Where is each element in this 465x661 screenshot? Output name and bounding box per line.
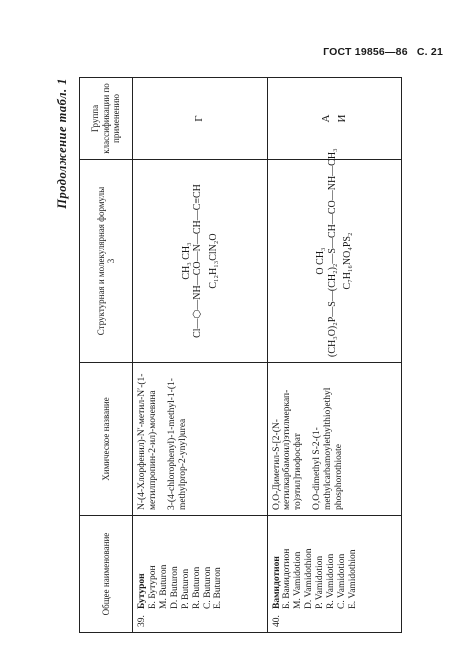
table-row [133, 78, 268, 633]
standard-id: ГОСТ 19856—86 [323, 46, 408, 58]
chemical-name-en: O,O-dimethyl S-2-(1-methylcarbamoylethylthio)ethyl phosphorothioate [312, 387, 345, 510]
formula-cell [133, 160, 268, 363]
molecular-formula: C₇H₁₆NO₄PS₂ [342, 232, 353, 290]
col-header-marker: 3 [106, 258, 116, 264]
table-caption: Продолжение табл. 1 [55, 78, 69, 209]
classification-table [79, 77, 402, 633]
synonym: Б. Бутурон [147, 565, 158, 609]
synonym: E. Vamidothion [347, 549, 358, 609]
chemical-name-ru: N-(4-Хлорфенил)-N′-метил-N′-(1-метилпропин-2-ил)-мочевина [137, 373, 158, 510]
common-name-cell [133, 516, 268, 633]
row-number: 39. [137, 615, 147, 627]
synonym: C. Vamidotion [337, 553, 348, 609]
formula-substituents: CH₃ CH₃ [180, 242, 192, 280]
synonym: M. Buturon [158, 564, 169, 609]
col-header-formula [80, 160, 133, 363]
synonym: P. Buturon [180, 568, 191, 609]
chemical-name-cell [133, 363, 268, 516]
synonym: D. Buturon [169, 566, 180, 609]
col-header-group: Группа классификации по применению [80, 78, 133, 160]
synonym: E. Buturon [213, 567, 224, 609]
common-name: Бутурон [137, 573, 147, 609]
rotated-table-block [55, 78, 402, 633]
col-header-chemical-name: Химическое название [80, 363, 133, 516]
group-cell [267, 78, 402, 160]
table-header-row [80, 78, 133, 633]
synonym: M. Vamidotion [293, 551, 304, 609]
group-code: А [319, 114, 332, 123]
chemical-name-ru: O,O-Диметил-S-[2-(N-метилкарбамоил)этилмеркап-то)этил]тиофосфат [271, 389, 304, 510]
col-header-formula-label: Структурная и молекулярная формулы [95, 186, 106, 336]
group-code: Г [193, 115, 206, 122]
group-cell [133, 78, 268, 160]
chemical-name-en: 3-(4-chlorophenyl)-1-methyl-1-(1-methylprop-2-ynyl)urea [166, 378, 188, 510]
synonym: D. Vamidothion [304, 548, 315, 609]
page-header [317, 46, 443, 58]
structural-formula: (CH₃O)₂P—S—(CH₂)₂—S—CH—CO—NH—CH₃ [326, 148, 338, 357]
synonym: R. Buturon [191, 566, 202, 609]
table-row [267, 78, 402, 633]
chemical-name-cell [267, 363, 402, 516]
group-code: И [336, 114, 349, 123]
common-name: Вамидотион [271, 556, 282, 609]
formula-cell [267, 148, 402, 363]
structural-formula: Cl—⬡—NH—CO—N—CH—C≡CH [192, 184, 203, 338]
synonym: Б. Вамидотион [282, 548, 293, 609]
common-name-cell [267, 516, 402, 633]
synonym: P. Vamidotion [315, 555, 326, 609]
formula-substituents: O CH₃ [315, 247, 326, 275]
molecular-formula: C₁₂H₁₃ClN₂O [207, 233, 219, 289]
page-number: С. 21 [416, 46, 443, 58]
col-header-common-name: Общее наименование [80, 516, 133, 633]
row-number: 40. [271, 615, 282, 627]
synonym: R. Vamidotion [326, 553, 337, 609]
synonym: C. Buturon [202, 566, 213, 609]
